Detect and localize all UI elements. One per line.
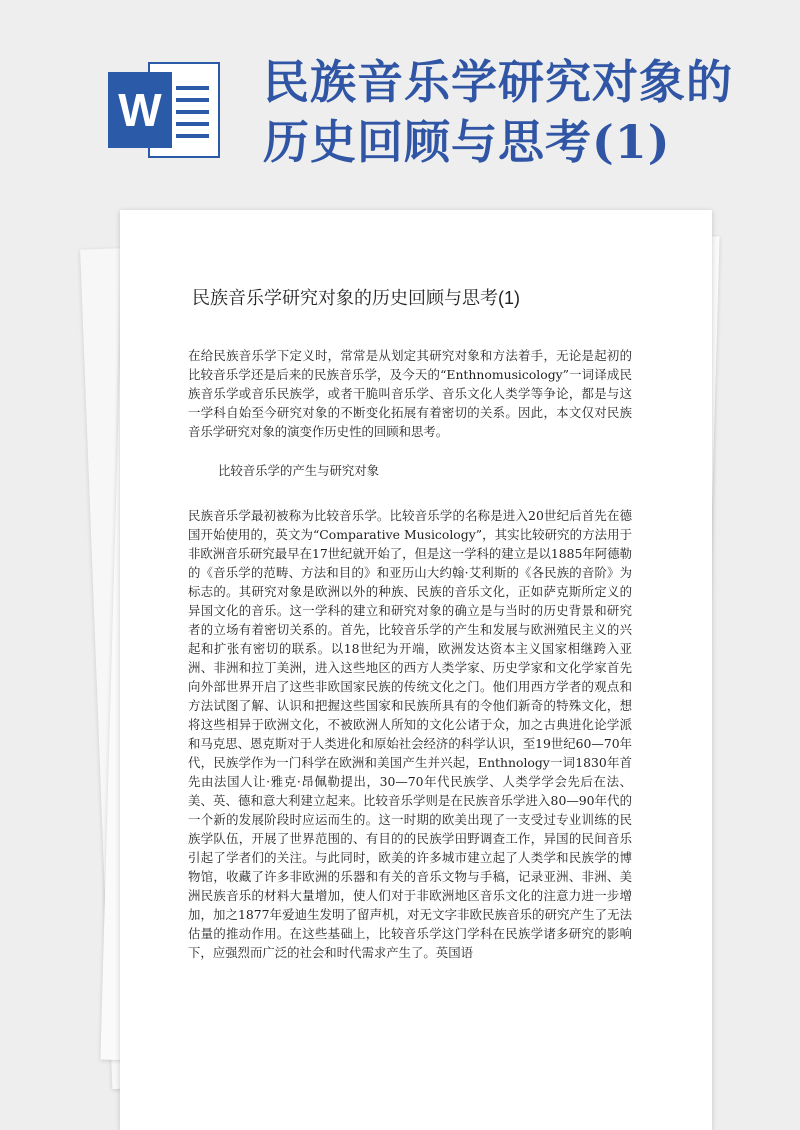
paragraph-main: 民族音乐学最初被称为比较音乐学。比较音乐学的名称是进入20世纪后首先在德国开始使用的，英文为“Comparative Musicology”，其实比较研究的方法用于非欧洲音乐研究最早在17世纪就开始了，但是这一学科的建立是以1885年阿德勒的《音乐学的范畴、方法和目的》和亚历山大约翰·艾利斯的《各民族的音阶》为标志的。其研究对象是欧洲以外的种族、民族的音乐文化，正如萨克斯所定义的异国文化的音乐。这一学科的建立和研究对象的确立是与当时的历史背景和研究者的立场有着密切关系的。首先，比较音乐学的产生和发展与欧洲殖民主义的兴起和扩张有密切的联系。以18世纪为开端，欧洲发达资本主义国家相继跨入亚洲、非洲和拉丁美洲，进入这些地区的西方人类学家、历史学家和文化学家首先向外部世界开启了这些非欧国家民族的传统文化之门。他们用西方学者的观点和方法试图了解、认识和把握这些国家和民族所具有的令他们新奇的特殊文化，想将这些相异于欧洲文化，不被欧洲人所知的文化公诸于众，加之古典进化论学派和马克思、恩克斯对于人类进化和原始社会经济的科学认识，至19世纪60—70年代，民族学作为一门科学在欧洲和美国产生并兴起，Enthnology一词1830年首先由法国人让·雅克·昂佩勒提出，30—70年代民族学、人类学学会先后在法、美、英、德和意大利建立起来。比较音乐学则是在民族音乐学进入80—90年代的一个新的发展阶段时应运而生的。这一时期的欧美出现了一支受过专业训练的民族学队伍，开展了世界范围的、有目的的民族学田野调查工作，异国的民间音乐引起了学者们的关注。与此同时，欧美的许多城市建立起了人类学和民族学的博物馆，收藏了许多非欧洲的乐器和有关的音乐文物与手稿，记录亚洲、非洲、美洲民族音乐的材料大量增加，使人们对于非欧洲地区音乐文化的注意力进一步增加，加之1877年爱迪生发明了留声机，对无文字非欧民族音乐的研究产生了无法估量的推动作用。在这些基础上，比较音乐学这门学科在民族学诸多研究的影响下，应强烈而广泛的社会和时代需求产生了。英国语 [188,508,632,960]
document-body [188,346,632,962]
header-title: 民族音乐学研究对象的历史回顾与思考(1) [263,55,733,169]
word-document-icon [108,62,220,158]
document-title: 民族音乐学研究对象的历史回顾与思考(1) [192,288,520,308]
paragraph-intro: 在给民族音乐学下定义时，常常是从划定其研究对象和方法着手，无论是起初的比较音乐学还是后来的民族音乐学，及今天的“Enthnomusicology”一词译成民族音乐学或音乐民族学，或者干脆叫音乐学、音乐文化人类学等争论，都是与这一学科自始至今研究对象的不断变化拓展有着密切的关系。因此，本文仅对民族音乐学研究对象的演变作历史性的回顾和思考。 [188,348,632,439]
word-badge: W [108,72,172,148]
page-header [0,0,800,205]
section-heading: 比较音乐学的产生与研究对象 [218,463,380,478]
document-page [120,210,712,1130]
